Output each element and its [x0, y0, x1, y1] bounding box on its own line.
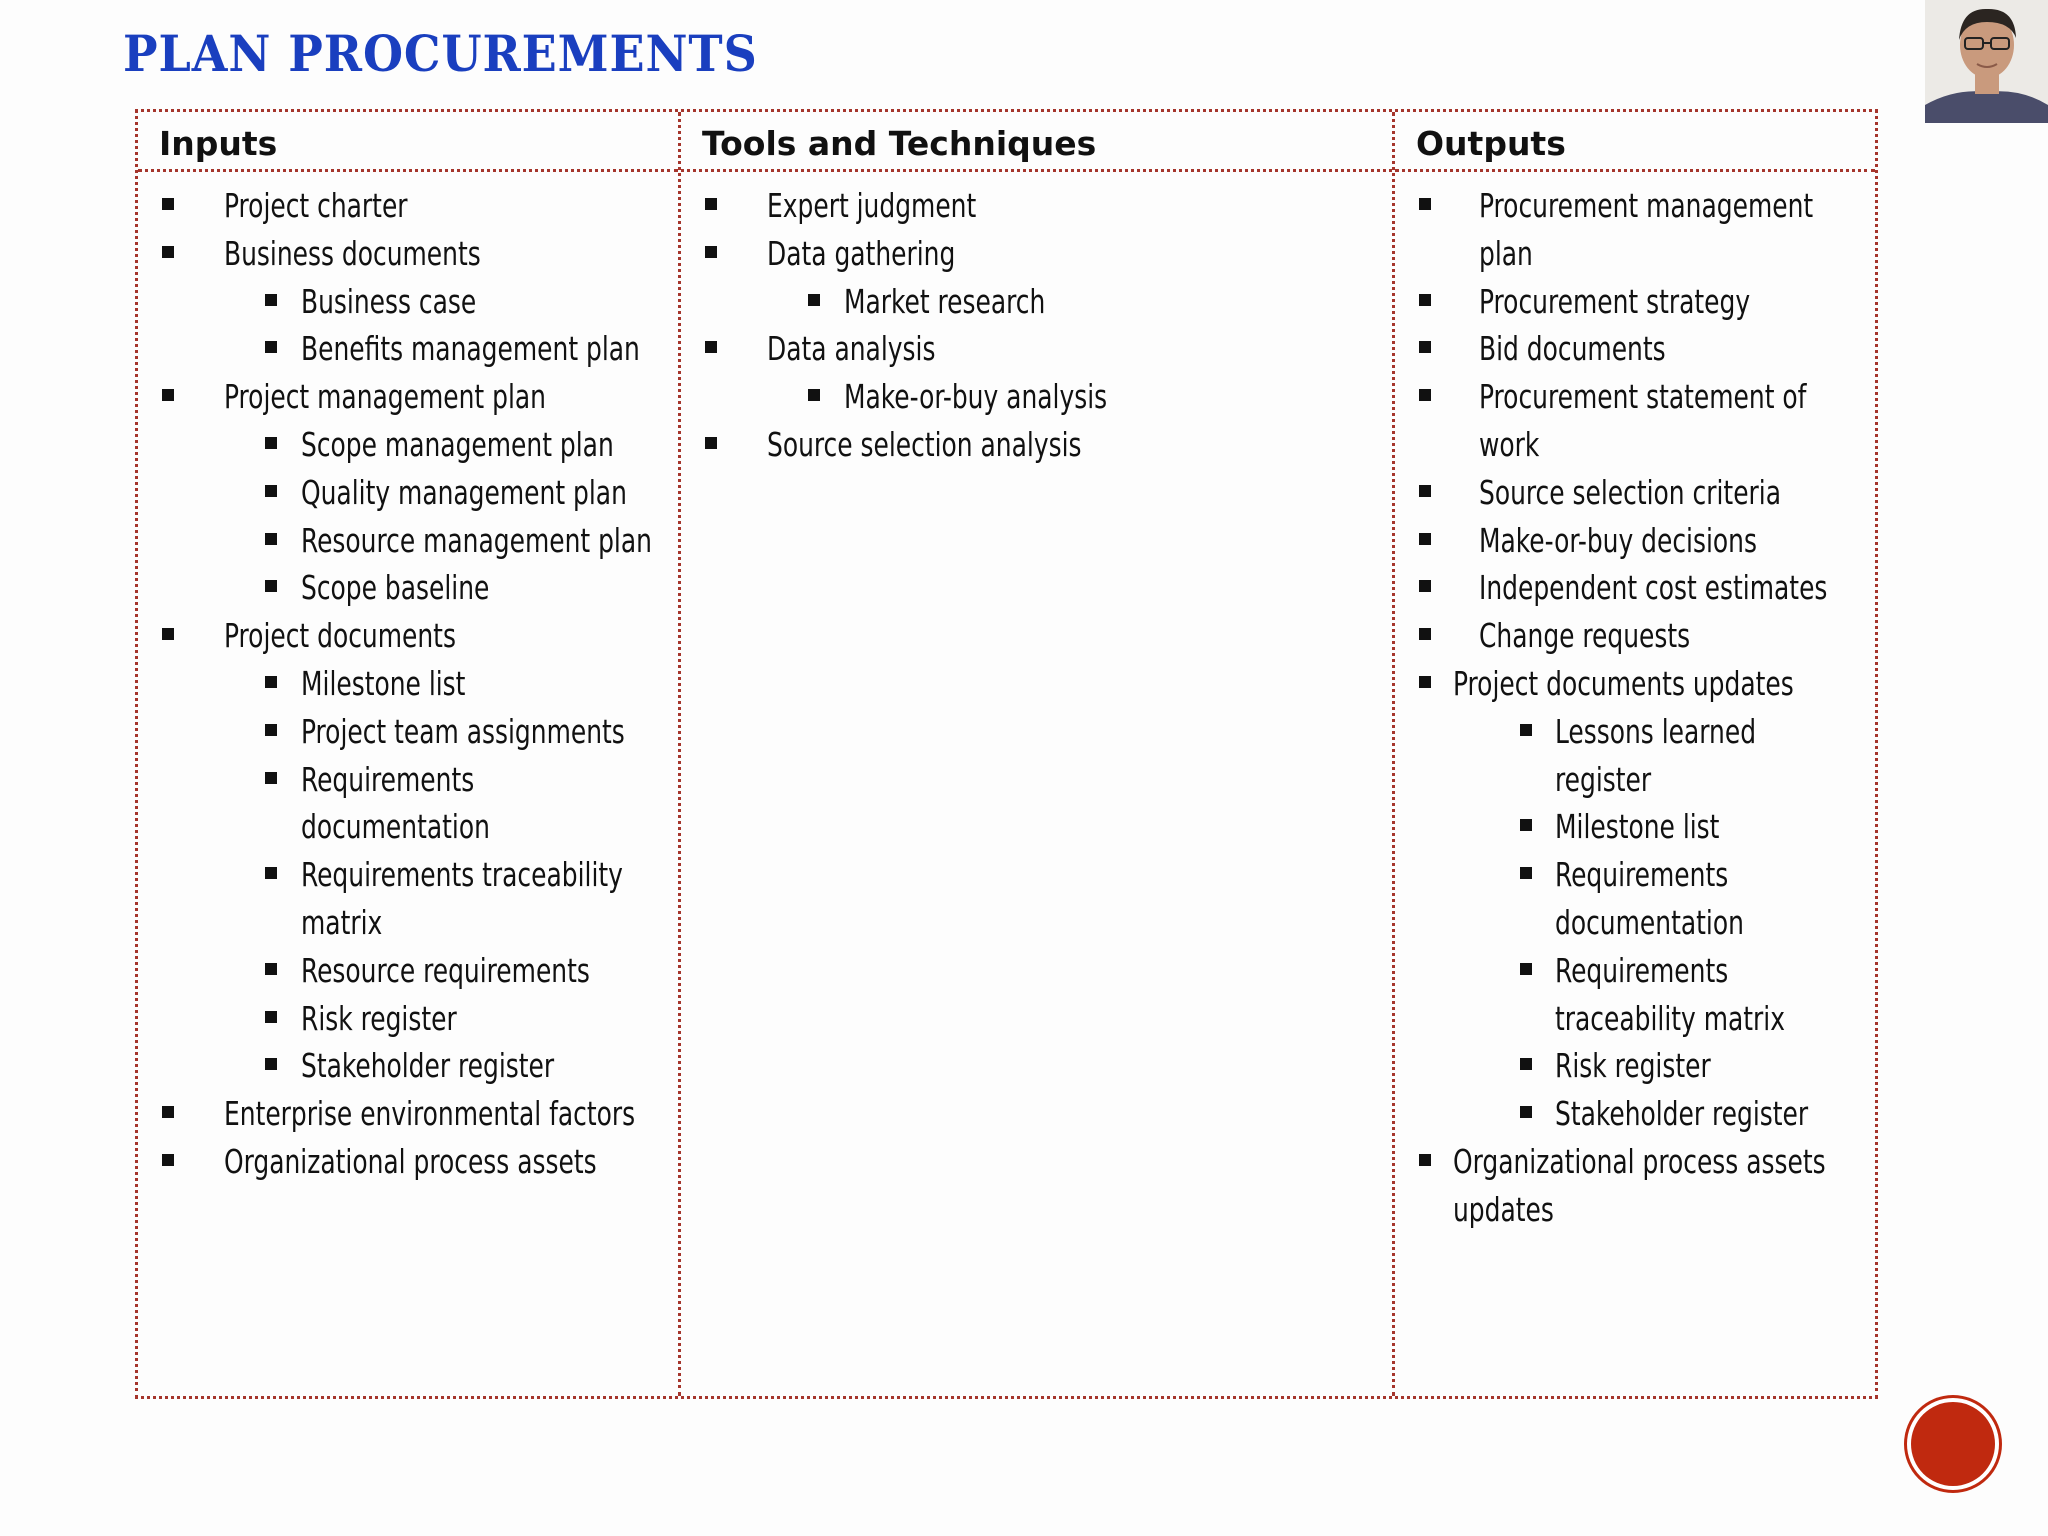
list-item-label: traceability matrix: [1555, 998, 1785, 1038]
inputs-column: [138, 112, 681, 1396]
list-item-label: Market research: [844, 281, 1046, 321]
list-item: [1395, 564, 1875, 612]
square-bullet-icon: [705, 246, 717, 258]
list-item-label: Make-or-buy analysis: [844, 377, 1108, 417]
list-item: [1395, 421, 1875, 469]
square-bullet-icon: [265, 294, 277, 306]
slide-title: PLAN PROCUREMENTS: [123, 24, 758, 83]
list-item-label: Enterprise environmental factors: [224, 1094, 636, 1134]
square-bullet-icon: [265, 963, 277, 975]
square-bullet-icon: [265, 1011, 277, 1023]
list-item: [1395, 660, 1875, 708]
square-bullet-icon: [265, 533, 277, 545]
tools-heading: Tools and Techniques: [681, 112, 1392, 172]
list-item: [681, 182, 1392, 230]
square-bullet-icon: [1520, 1106, 1532, 1118]
list-item: [138, 325, 678, 373]
square-bullet-icon: [1419, 628, 1431, 640]
list-item: [138, 373, 678, 421]
square-bullet-icon: [1419, 580, 1431, 592]
list-item: [138, 756, 678, 804]
list-item-label: Scope baseline: [301, 568, 490, 608]
list-item-label: Make-or-buy decisions: [1479, 520, 1757, 560]
list-item-label: plan: [1479, 233, 1533, 273]
list-item: [138, 469, 678, 517]
square-bullet-icon: [705, 198, 717, 210]
list-item: [1395, 1138, 1875, 1186]
list-item: [138, 708, 678, 756]
square-bullet-icon: [162, 389, 174, 401]
square-bullet-icon: [265, 580, 277, 592]
list-item: [138, 1138, 678, 1186]
list-item-label: Lessons learned: [1555, 711, 1757, 751]
list-item: [1395, 851, 1875, 899]
square-bullet-icon: [705, 341, 717, 353]
list-item: [1395, 182, 1875, 230]
square-bullet-icon: [808, 294, 820, 306]
square-bullet-icon: [265, 1058, 277, 1070]
list-item: [1395, 325, 1875, 373]
list-item-label: Requirements traceability: [301, 855, 623, 895]
presenter-webcam: [1925, 0, 2048, 123]
list-item: [1395, 278, 1875, 326]
list-item: [1395, 1186, 1875, 1234]
square-bullet-icon: [265, 724, 277, 736]
list-item-label: Requirements: [1555, 855, 1729, 895]
list-item: [138, 1042, 678, 1090]
list-item-label: Business case: [301, 281, 477, 321]
square-bullet-icon: [1419, 389, 1431, 401]
list-item: [1395, 469, 1875, 517]
list-item-label: register: [1555, 759, 1652, 799]
list-item-label: Source selection criteria: [1479, 472, 1782, 512]
list-item-label: Business documents: [224, 233, 481, 273]
list-item-label: Data analysis: [767, 329, 936, 369]
square-bullet-icon: [1520, 724, 1532, 736]
tools-column: [681, 112, 1395, 1396]
list-item-label: Project management plan: [224, 377, 546, 417]
list-item-label: documentation: [301, 807, 490, 847]
outputs-heading: Outputs: [1395, 112, 1875, 172]
list-item: [681, 373, 1392, 421]
list-item-label: Source selection analysis: [767, 424, 1082, 464]
list-item-label: Organizational process assets: [1453, 1141, 1826, 1181]
list-item-label: Requirements: [1555, 950, 1729, 990]
list-item: [1395, 947, 1875, 995]
list-item-label: Project team assignments: [301, 711, 625, 751]
list-item: [681, 325, 1392, 373]
list-item-label: Resource requirements: [301, 950, 590, 990]
list-item-label: Benefits management plan: [301, 329, 640, 369]
list-item: [1395, 803, 1875, 851]
square-bullet-icon: [1419, 341, 1431, 353]
square-bullet-icon: [1520, 1058, 1532, 1070]
square-bullet-icon: [1520, 963, 1532, 975]
square-bullet-icon: [162, 246, 174, 258]
list-item-label: Organizational process assets: [224, 1141, 597, 1181]
list-item: [138, 803, 678, 851]
square-bullet-icon: [162, 1154, 174, 1166]
square-bullet-icon: [705, 437, 717, 449]
list-item-label: Independent cost estimates: [1479, 568, 1828, 608]
procurement-table: [135, 109, 1878, 1399]
list-item: [138, 612, 678, 660]
square-bullet-icon: [1419, 198, 1431, 210]
list-item-label: matrix: [301, 902, 383, 942]
list-item: [138, 851, 678, 899]
outputs-list: [1395, 172, 1875, 1234]
list-item-label: Expert judgment: [767, 186, 977, 225]
list-item: [1395, 373, 1875, 421]
outputs-column: [1395, 112, 1875, 1396]
square-bullet-icon: [1520, 867, 1532, 879]
list-item-label: Project documents: [224, 616, 456, 656]
square-bullet-icon: [1419, 485, 1431, 497]
square-bullet-icon: [1419, 533, 1431, 545]
list-item-label: Change requests: [1479, 616, 1691, 656]
list-item: [1395, 899, 1875, 947]
list-item-label: Risk register: [1555, 1046, 1711, 1086]
list-item: [138, 517, 678, 565]
list-item: [1395, 708, 1875, 756]
list-item-label: Stakeholder register: [1555, 1094, 1809, 1134]
list-item-label: Risk register: [301, 998, 457, 1038]
list-item-label: Milestone list: [301, 663, 466, 703]
list-item: [138, 421, 678, 469]
square-bullet-icon: [162, 198, 174, 210]
list-item-label: Stakeholder register: [301, 1046, 555, 1086]
square-bullet-icon: [1419, 294, 1431, 306]
list-item-label: Requirements: [301, 759, 475, 799]
list-item-label: Procurement strategy: [1479, 281, 1751, 321]
square-bullet-icon: [808, 389, 820, 401]
list-item: [1395, 1042, 1875, 1090]
inputs-list: [138, 172, 678, 1186]
tools-list: [681, 172, 1392, 469]
list-item: [1395, 995, 1875, 1043]
list-item: [138, 1090, 678, 1138]
list-item-label: updates: [1453, 1189, 1554, 1229]
next-slide-button[interactable]: [1911, 1402, 1995, 1486]
list-item: [138, 995, 678, 1043]
list-item: [138, 660, 678, 708]
list-item: [138, 899, 678, 947]
list-item: [138, 230, 678, 278]
list-item: [138, 947, 678, 995]
list-item: [138, 564, 678, 612]
list-item: [1395, 612, 1875, 660]
list-item-label: Procurement statement of: [1479, 377, 1807, 417]
list-item-label: Quality management plan: [301, 472, 627, 512]
square-bullet-icon: [265, 772, 277, 784]
list-item-label: Resource management plan: [301, 520, 652, 560]
square-bullet-icon: [265, 341, 277, 353]
list-item-label: Bid documents: [1479, 329, 1666, 369]
square-bullet-icon: [265, 676, 277, 688]
list-item-label: work: [1479, 424, 1540, 464]
list-item: [681, 278, 1392, 326]
inputs-heading: Inputs: [138, 112, 678, 172]
list-item-label: Data gathering: [767, 233, 956, 273]
square-bullet-icon: [265, 867, 277, 879]
list-item-label: Milestone list: [1555, 807, 1720, 847]
presenter-avatar-icon: [1925, 0, 2048, 123]
square-bullet-icon: [265, 437, 277, 449]
list-item: [1395, 517, 1875, 565]
list-item-label: Scope management plan: [301, 424, 614, 464]
list-item-label: Project documents updates: [1453, 663, 1794, 703]
list-item: [681, 230, 1392, 278]
list-item: [1395, 1090, 1875, 1138]
square-bullet-icon: [1520, 819, 1532, 831]
list-item: [1395, 230, 1875, 278]
list-item-label: Project charter: [224, 186, 408, 225]
square-bullet-icon: [162, 1106, 174, 1118]
list-item-label: Procurement management: [1479, 186, 1814, 225]
list-item: [138, 182, 678, 230]
list-item: [138, 278, 678, 326]
square-bullet-icon: [1419, 1154, 1431, 1166]
list-item: [1395, 756, 1875, 804]
square-bullet-icon: [162, 628, 174, 640]
list-item: [681, 421, 1392, 469]
square-bullet-icon: [1419, 676, 1431, 688]
square-bullet-icon: [265, 485, 277, 497]
list-item-label: documentation: [1555, 902, 1744, 942]
